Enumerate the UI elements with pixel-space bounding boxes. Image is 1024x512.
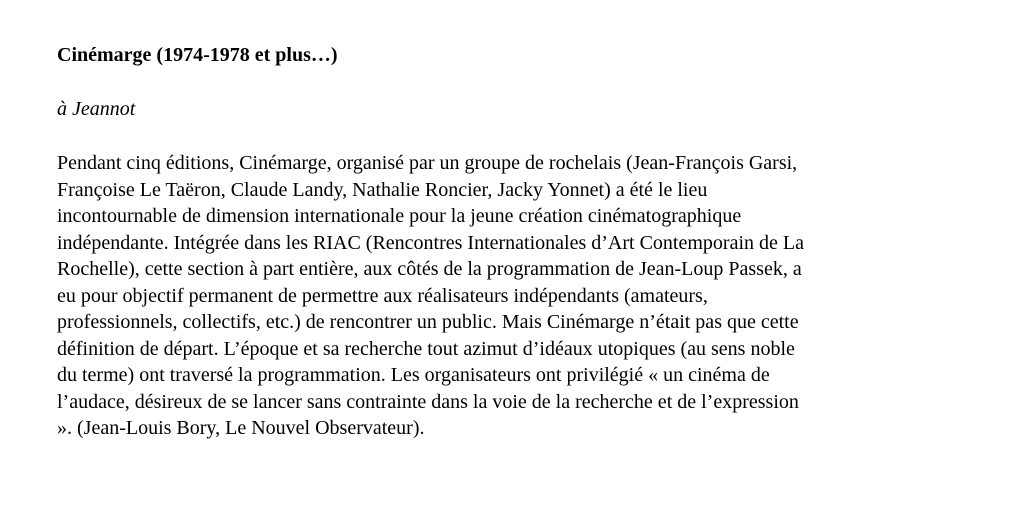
body-paragraph [57,150,804,442]
paragraph-line: Françoise Le Taëron, Claude Landy, Nathalie Roncier, Jacky Yonnet) a été le lieu [57,178,708,201]
paragraph-line: ». (Jean-Louis Bory, Le Nouvel Observateur). [57,417,425,439]
paragraph-line: incontournable de dimension internationale pour la jeune création cinématographique [57,205,742,227]
paragraph-line: du terme) ont traversé la programmation. Les organisateurs ont privilégié « un cinéma de [57,364,770,386]
paragraph-line: professionnels, collectifs, etc.) de rencontrer un public. Mais Cinémarge n’était pas que cette [57,311,799,333]
paragraph-line: définition de départ. L’époque et sa recherche tout azimut d’idéaux utopiques (au sens noble [57,337,795,360]
paragraph-line: Pendant cinq éditions, Cinémarge, organisé par un groupe de rochelais (Jean-François Garsi, [57,152,798,174]
paragraph-line: indépendante. Intégrée dans les RIAC (Rencontres Internationales d’Art Contemporain de La [57,231,804,254]
paragraph-line: Rochelle), cette section à part entière, aux côtés de la programmation de Jean-Loup Passek, a [57,258,802,280]
dedication: à Jeannot [57,98,136,120]
paragraph-line: l’audace, désireux de se lancer sans contrainte dans la voie de la recherche et de l’expression [57,390,799,413]
document-title: Cinémarge (1974-1978 et plus…) [57,44,338,66]
paragraph-line: eu pour objectif permanent de permettre aux réalisateurs indépendants (amateurs, [57,284,708,307]
